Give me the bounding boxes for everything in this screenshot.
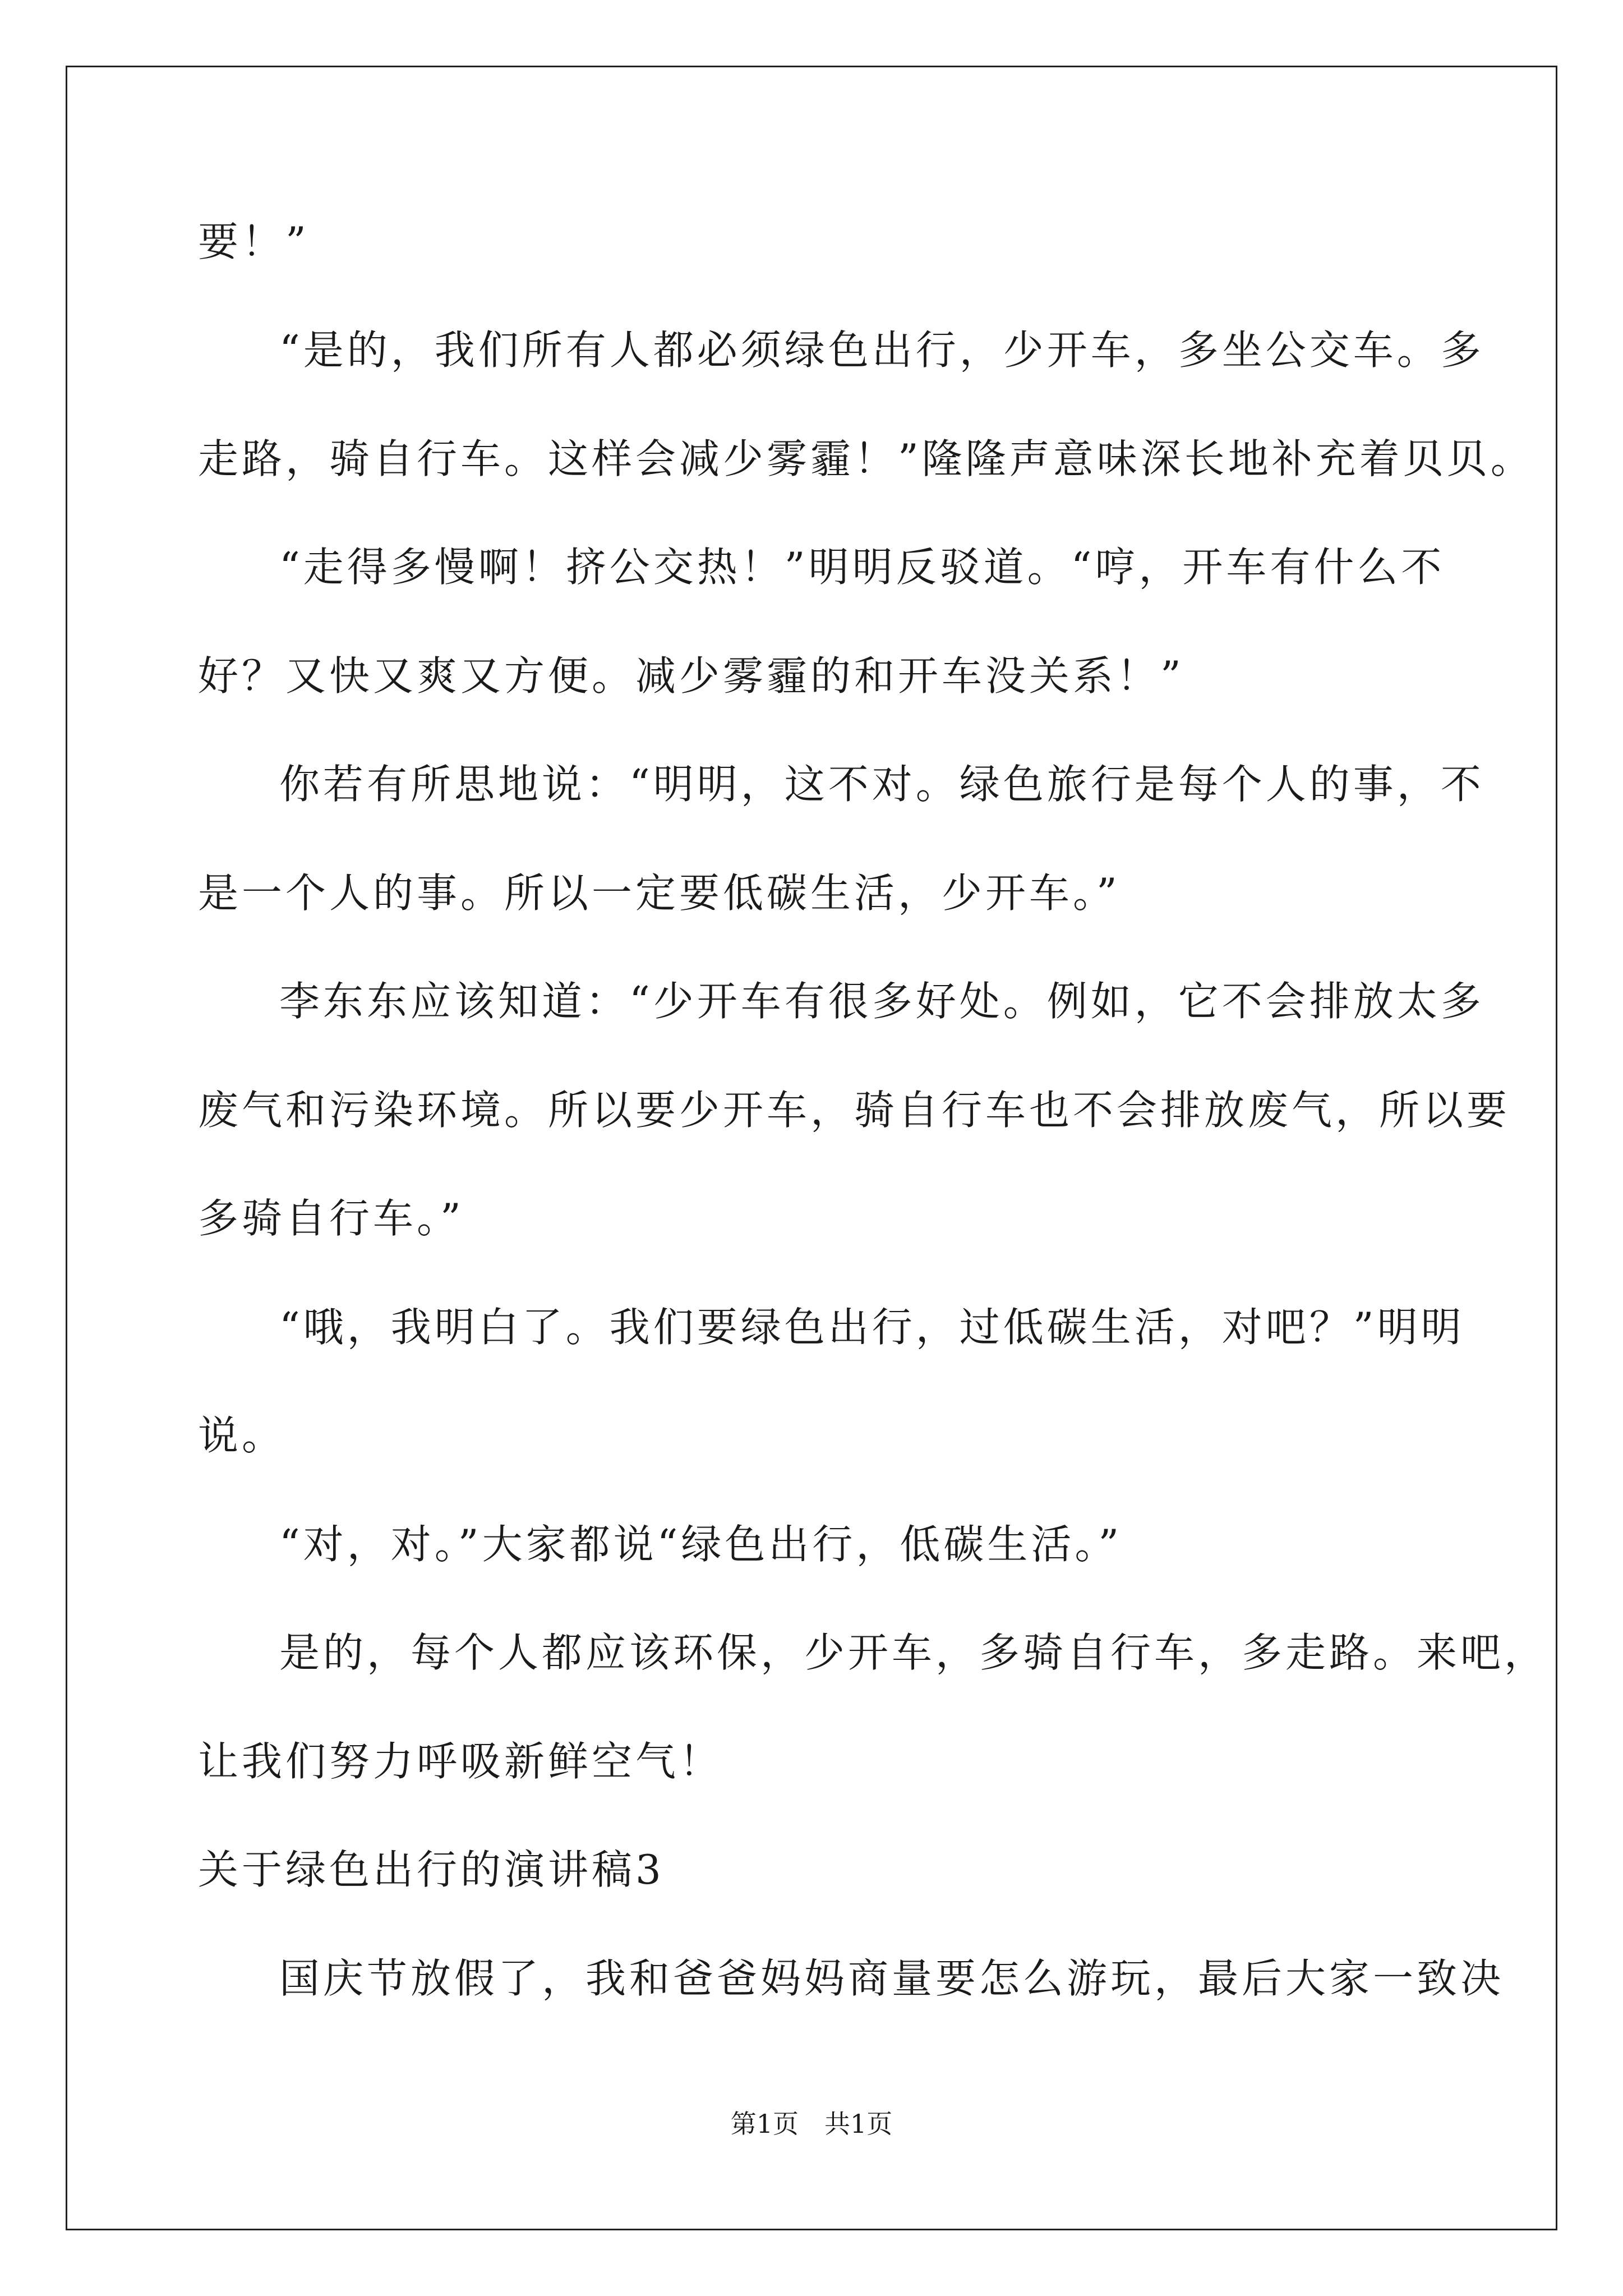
- text-line: “是的，我们所有人都必须绿色出行，少开车，多坐公交车。多: [279, 326, 1484, 374]
- text-line: 多骑自行车。”: [198, 1195, 464, 1242]
- text-line: 好？又快又爽又方便。减少雾霾的和开车没关系！”: [198, 652, 1184, 700]
- text-line: 是的，每个人都应该环保，少开车，多骑自行车，多走路。来吧，: [279, 1629, 1548, 1676]
- page-number-footer: 第1页 共1页: [730, 2109, 893, 2139]
- text-line: “走得多慢啊！挤公交热！”明明反驳道。“哼，开车有什么不: [279, 544, 1445, 591]
- text-line: 让我们努力呼吸新鲜空气！: [198, 1738, 723, 1785]
- text-line: “对，对。”大家都说“绿色出行，低碳生活。”: [279, 1521, 1123, 1568]
- text-line: 走路，骑自行车。这样会减少雾霾！”隆隆声意味深长地补充着贝贝。: [198, 435, 1534, 482]
- text-line: 废气和污染环境。所以要少开车，骑自行车也不会排放废气，所以要: [198, 1087, 1511, 1134]
- text-line: 说。: [198, 1412, 286, 1459]
- page-border: [66, 66, 1557, 2230]
- section-heading: 关于绿色出行的演讲稿3: [198, 1846, 665, 1893]
- text-line: 是一个人的事。所以一定要低碳生活，少开车。”: [198, 869, 1121, 917]
- text-line: 你若有所思地说：“明明，这不对。绿色旅行是每个人的事，不: [279, 761, 1484, 808]
- text-line: 国庆节放假了，我和爸爸妈妈商量要怎么游玩，最后大家一致决: [279, 1955, 1505, 2002]
- text-line: “哦，我明白了。我们要绿色出行，过低碳生活，对吧？”明明: [279, 1304, 1465, 1351]
- text-line: 李东东应该知道：“少开车有很多好处。例如，它不会排放太多: [279, 978, 1484, 1025]
- text-line: 要！”: [198, 218, 310, 265]
